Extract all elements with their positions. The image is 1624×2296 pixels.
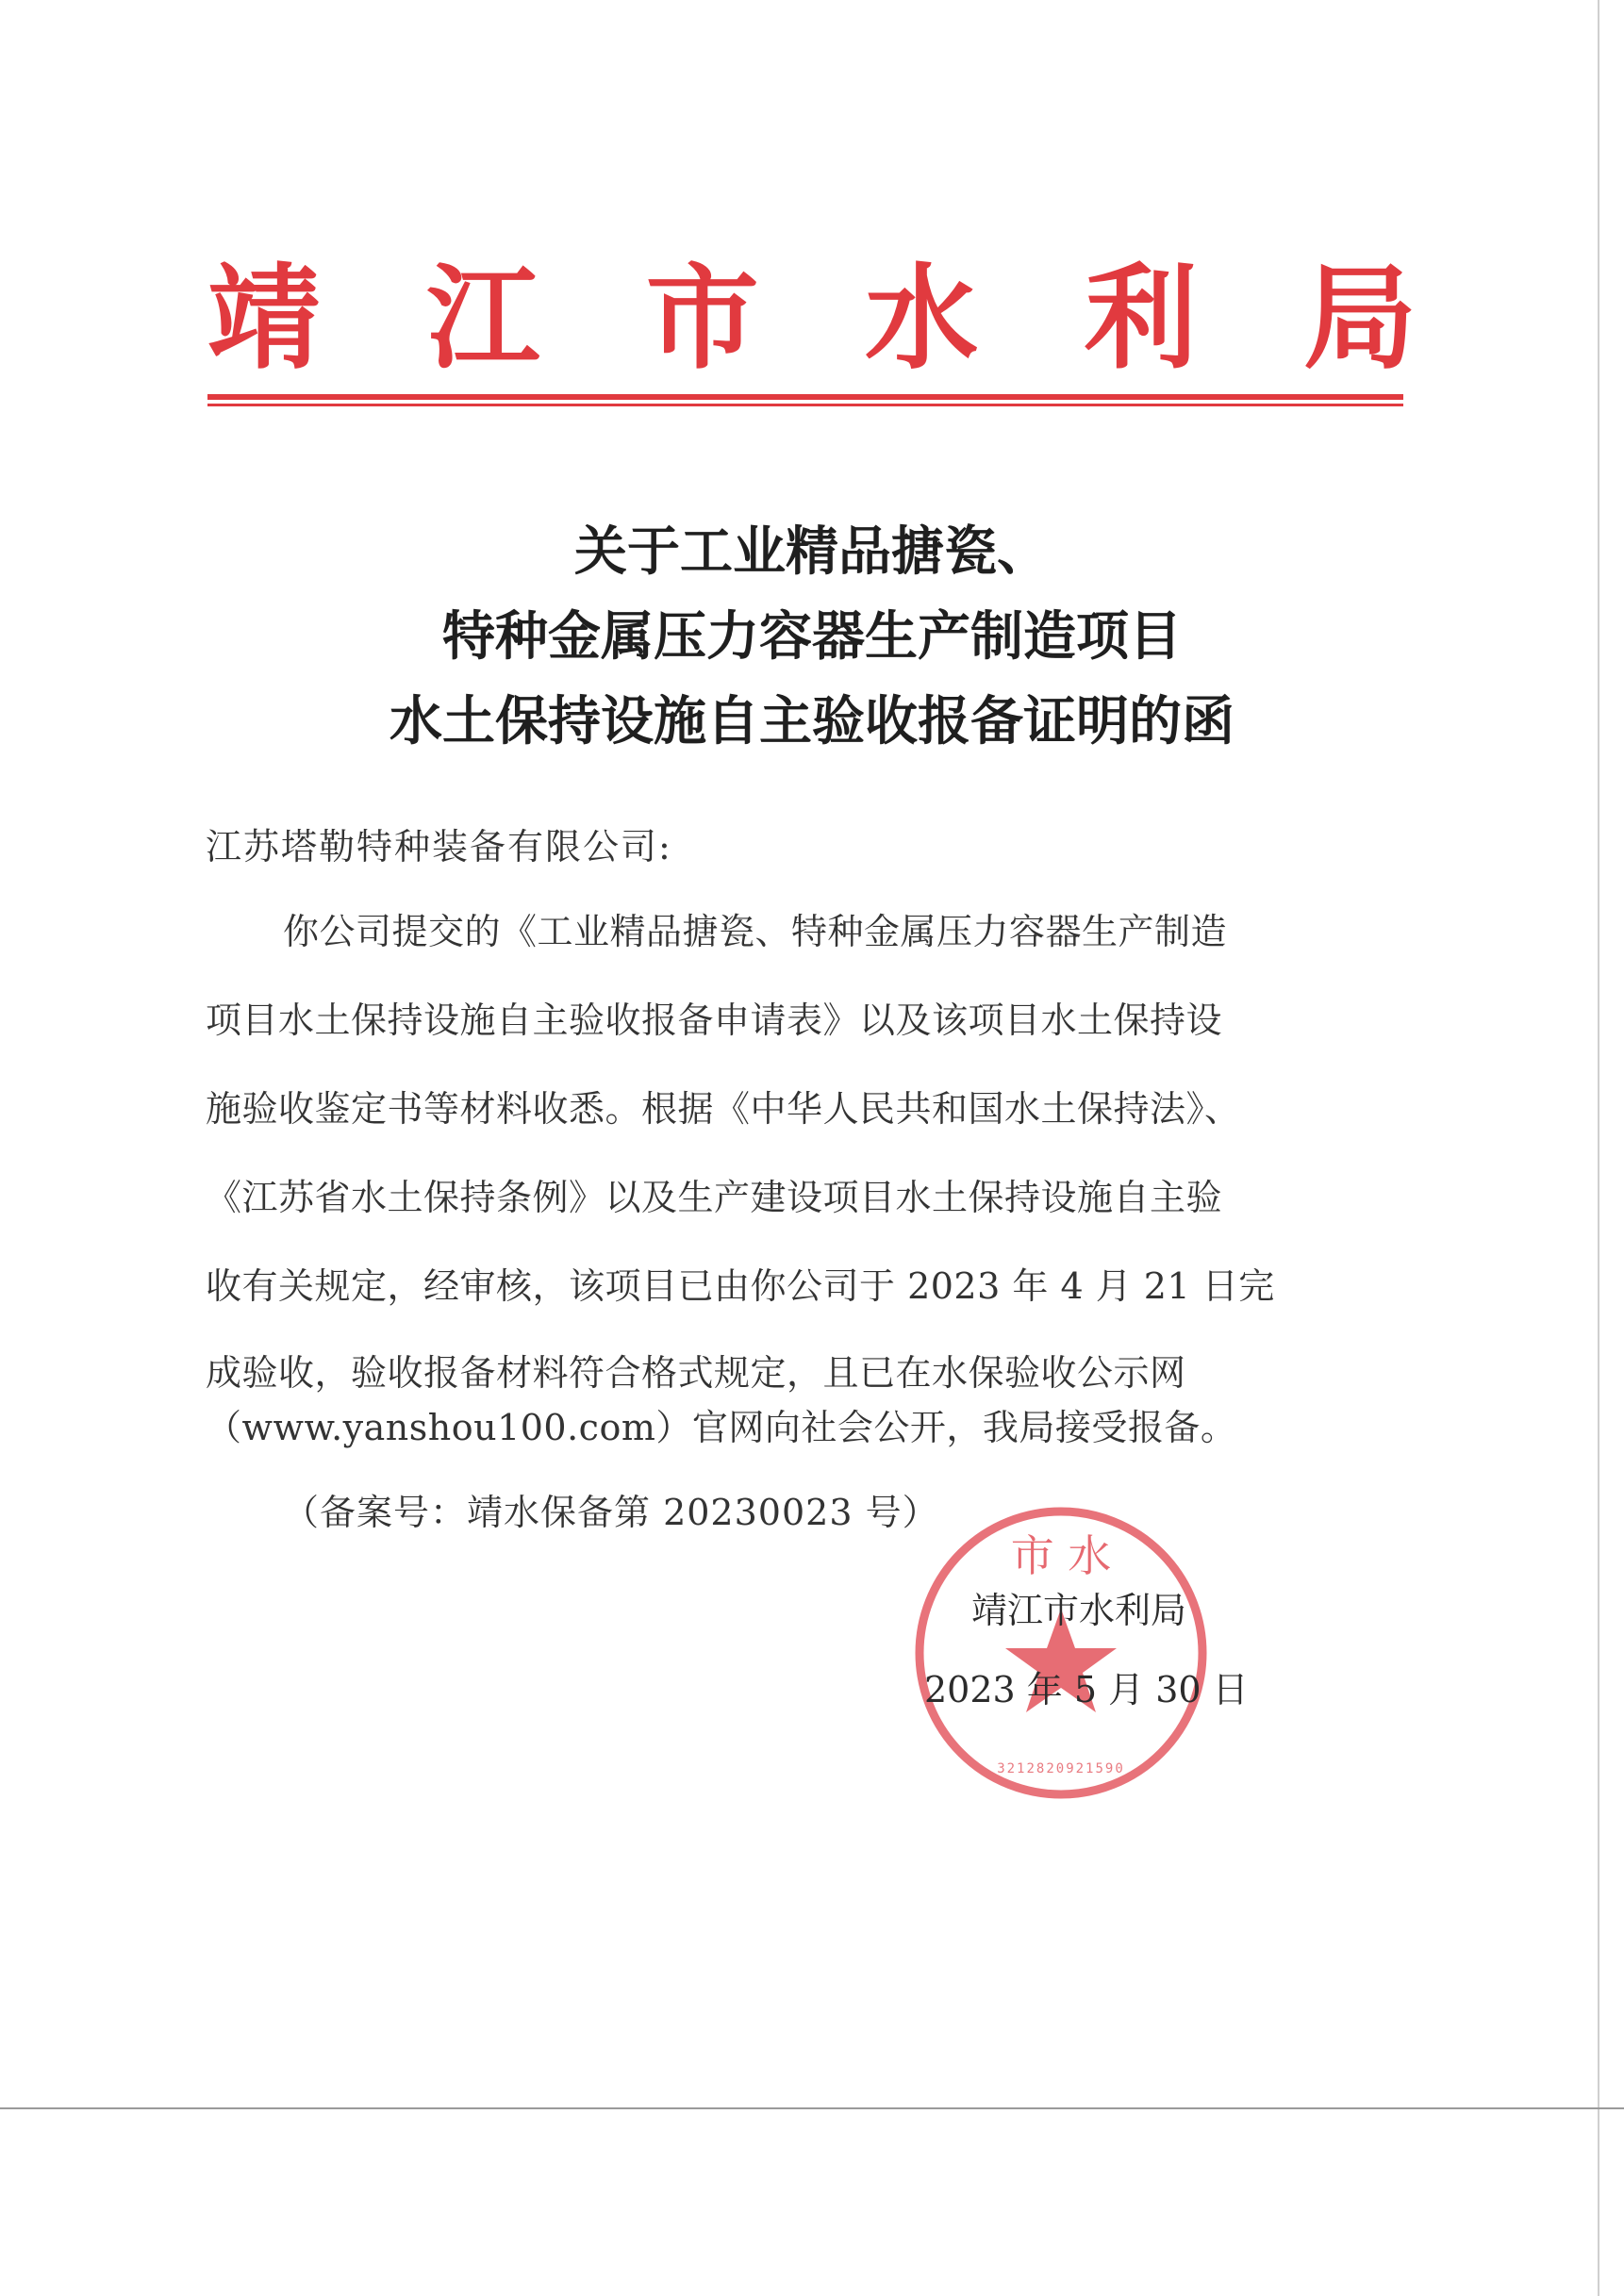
letterhead-divider-thick xyxy=(207,394,1403,400)
signature-org: 靖江市水利局 xyxy=(971,1590,1187,1631)
signature-date: 2023 年 5 月 30 日 xyxy=(924,1669,1249,1710)
seal-serial: 3212820921590 xyxy=(997,1761,1125,1776)
addressee: 江苏塔勒特种装备有限公司: xyxy=(206,826,672,867)
body-line: （www.yanshou100.com）官网向社会公开，我局接受报备。 xyxy=(206,1407,1237,1448)
body-line: 收有关规定，经审核，该项目已由你公司于 2023 年 4 月 21 日完 xyxy=(206,1265,1275,1307)
scan-edge-right xyxy=(1598,0,1599,2296)
letterhead-divider-thin xyxy=(207,404,1403,406)
letterhead-char: 市 xyxy=(645,252,759,385)
body-line: 《江苏省水土保持条例》以及生产建设项目水土保持设施自主验 xyxy=(206,1177,1223,1218)
letterhead-char: 江 xyxy=(426,252,540,385)
title-line: 关于工业精品搪瓷、 xyxy=(574,520,1050,583)
letterhead-org-name xyxy=(207,253,1417,385)
scan-edge-bottom xyxy=(0,2107,1624,2109)
title-line: 特种金属压力容器生产制造项目 xyxy=(442,605,1182,668)
body-line: 项目水土保持设施自主验收报备申请表》以及该项目水土保持设 xyxy=(206,999,1223,1041)
document-title xyxy=(0,509,1624,764)
body-line: 成验收，验收报备材料符合格式规定，且已在水保验收公示网 xyxy=(206,1352,1186,1394)
letterhead-char: 利 xyxy=(1084,252,1198,385)
record-number: （备案号：靖水保备第 20230023 号） xyxy=(283,1492,939,1533)
body-line: 你公司提交的《工业精品搪瓷、特种金属压力容器生产制造 xyxy=(283,911,1228,952)
letterhead-char: 靖 xyxy=(207,252,321,385)
letterhead-char: 水 xyxy=(865,252,979,385)
title-line: 水土保持设施自主验收报备证明的函 xyxy=(389,690,1235,752)
seal-top-text: 市 水 xyxy=(1010,1530,1112,1581)
official-seal xyxy=(905,1497,1217,1809)
letterhead-char: 局 xyxy=(1302,252,1417,385)
body-line: 施验收鉴定书等材料收悉。根据《中华人民共和国水土保持法》、 xyxy=(206,1088,1241,1130)
